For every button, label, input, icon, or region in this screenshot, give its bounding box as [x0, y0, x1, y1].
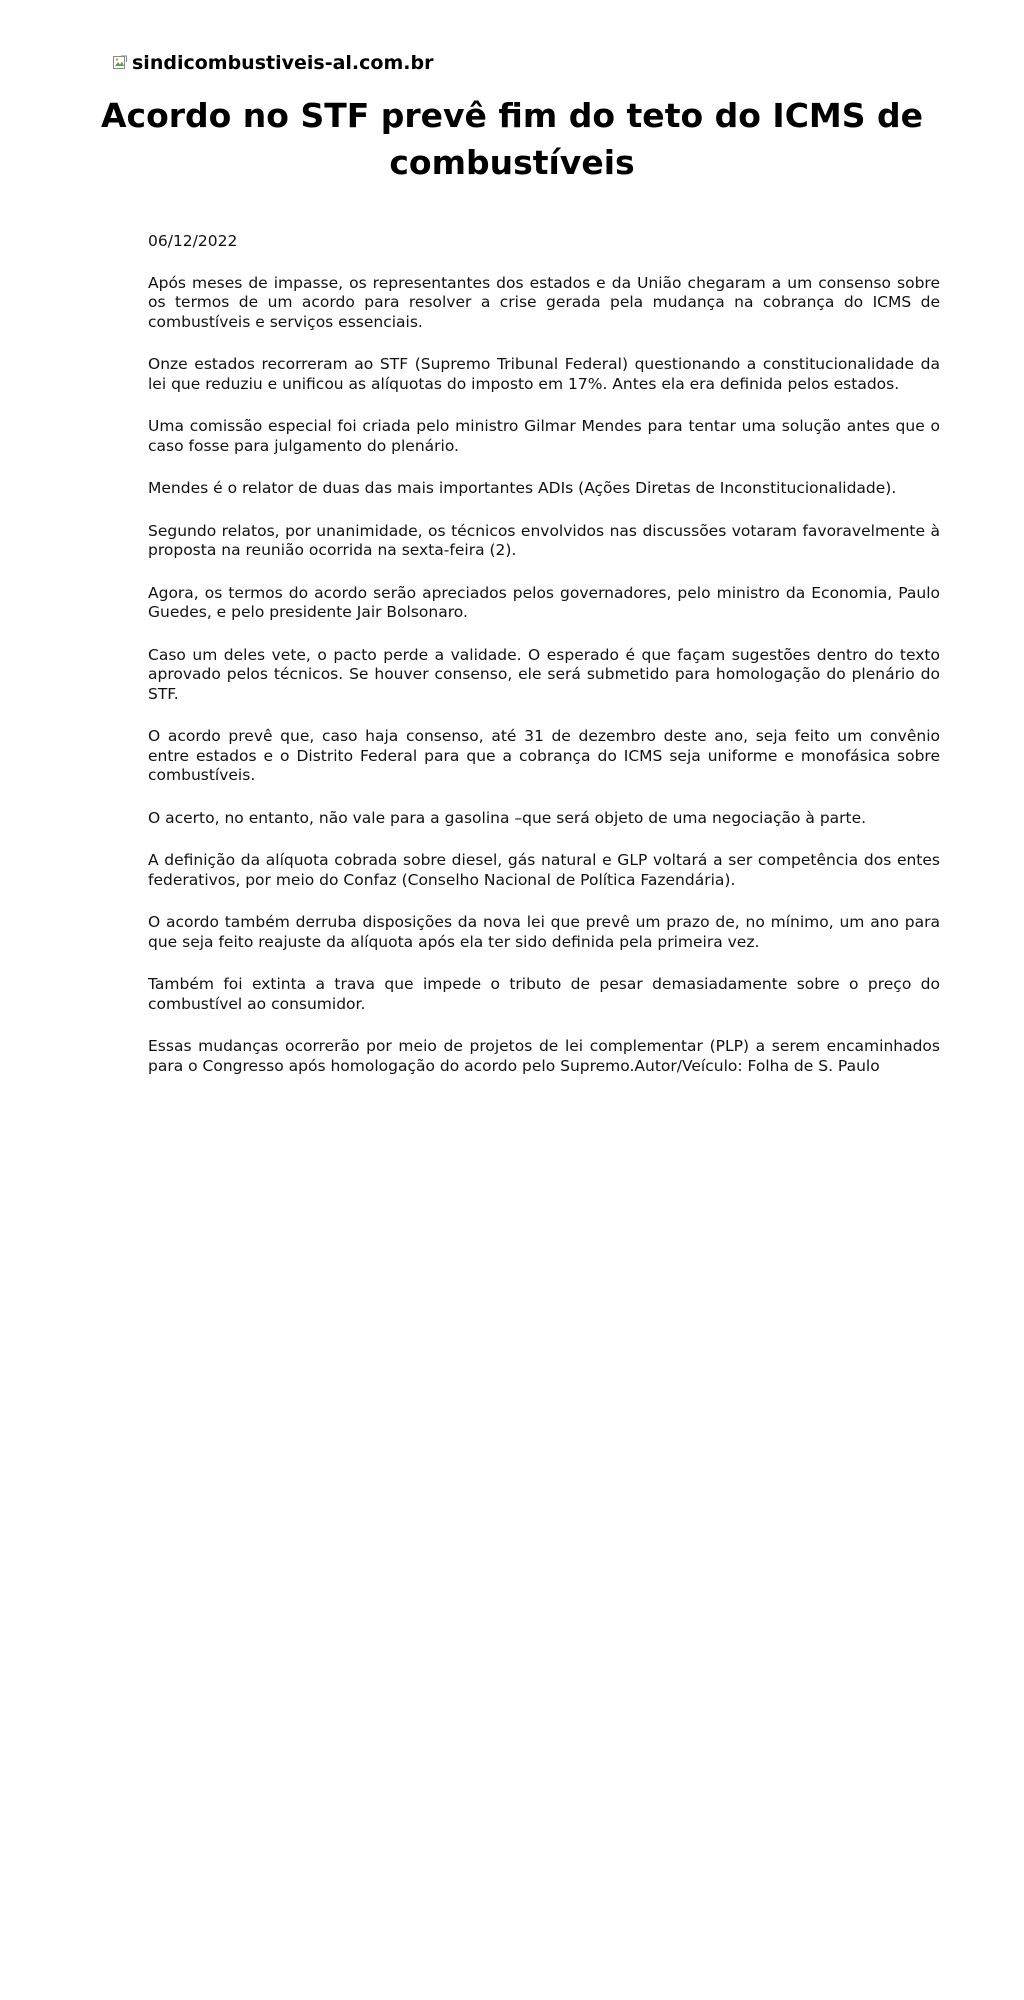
- article-paragraph: Onze estados recorreram ao STF (Supremo Tribunal Federal) questionando a constitucionalidade da lei que reduziu e unificou as alíquotas do imposto em 17%. Antes ela era definida pelos estados.: [148, 355, 940, 393]
- article-paragraph: Após meses de impasse, os representantes dos estados e da União chegaram a um consenso sobre os termos de um acordo para resolver a crise gerada pela mudança na cobrança do ICMS de combustíveis e serviços essenciais.: [148, 273, 940, 331]
- article-paragraph: Caso um deles vete, o pacto perde a validade. O esperado é que façam sugestões dentro do texto aprovado pelos técnicos. Se houver consenso, ele será submetido para homologação do plenário do STF.: [148, 645, 940, 703]
- article-paragraph: O acordo também derruba disposições da nova lei que prevê um prazo de, no mínimo, um ano para que seja feito reajuste da alíquota após ela ter sido definida pela primeira vez.: [148, 913, 940, 951]
- article-paragraph: Mendes é o relator de duas das mais importantes ADIs (Ações Diretas de Inconstitucionalidade).: [148, 479, 897, 497]
- article-paragraph: O acerto, no entanto, não vale para a gasolina –que será objeto de uma negociação à parte.: [148, 808, 867, 827]
- article-paragraph: Também foi extinta a trava que impede o tributo de pesar demasiadamente sobre o preço do combustível ao consumidor.: [148, 975, 940, 1013]
- site-name: sindicombustiveis-al.com.br: [132, 52, 434, 74]
- article-paragraph: Uma comissão especial foi criada pelo ministro Gilmar Mendes para tentar uma solução antes que o caso fosse para julgamento do plenário.: [148, 417, 940, 455]
- article-paragraph: Essas mudanças ocorrerão por meio de projetos de lei complementar (PLP) a serem encaminhados para o Congresso após homologação do acordo pelo Supremo.Autor/Veículo: Folha de S. Paulo: [148, 1037, 940, 1075]
- broken-image-icon: [112, 55, 128, 71]
- article-paragraph: Agora, os termos do acordo serão apreciados pelos governadores, pelo ministro da Economia, Paulo Guedes, e pelo presidente Jair Bolsonaro.: [148, 583, 940, 621]
- article-body: [148, 232, 940, 1099]
- article-paragraph: Segundo relatos, por unanimidade, os técnicos envolvidos nas discussões votaram favoravelmente à proposta na reunião ocorrida na sexta-feira (2).: [148, 521, 940, 559]
- article-title: Acordo no STF prevê fim do teto do ICMS de combustíveis: [100, 96, 924, 182]
- article-date: 06/12/2022: [148, 232, 238, 250]
- site-header: [112, 52, 433, 74]
- article-paragraph: A definição da alíquota cobrada sobre diesel, gás natural e GLP voltará a ser competência dos entes federativos, por meio do Confaz (Conselho Nacional de Política Fazendária).: [148, 851, 940, 889]
- article-paragraph: O acordo prevê que, caso haja consenso, até 31 de dezembro deste ano, seja feito um convênio entre estados e o Distrito Federal para que a cobrança do ICMS seja uniforme e monofásica sobre combustíveis.: [148, 727, 940, 784]
